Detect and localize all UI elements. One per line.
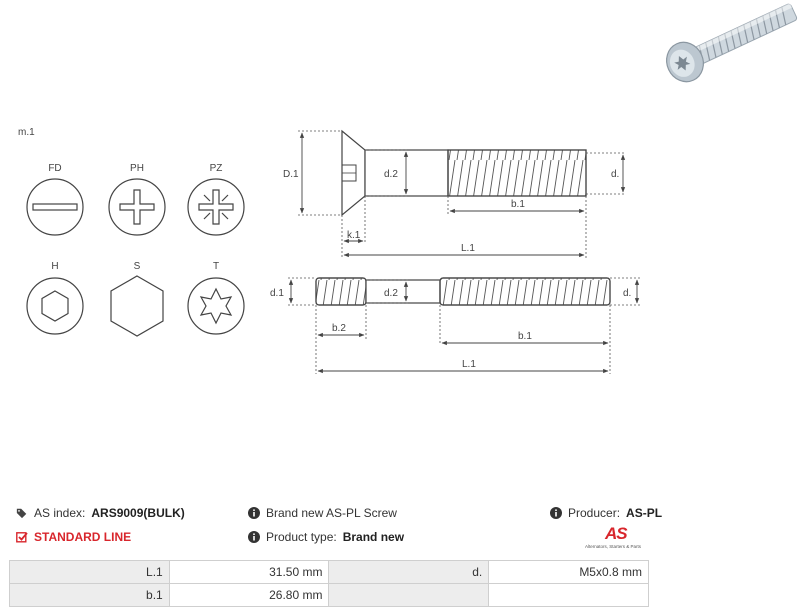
drive-label-pz: PZ — [209, 163, 223, 174]
spec-value: 31.50 mm — [169, 561, 329, 584]
drive-label-h: H — [51, 261, 59, 272]
torx-drive-icon — [188, 278, 244, 334]
product-type-label: Product type: — [266, 530, 337, 544]
dim-label-b2-stud: b.2 — [332, 323, 346, 334]
dim-label-L1-stud: L.1 — [462, 359, 476, 370]
info-icon — [550, 507, 562, 519]
phillips-drive-icon — [109, 179, 165, 235]
producer-value: AS-PL — [626, 506, 663, 520]
spec-table — [9, 560, 649, 607]
product-info — [0, 498, 800, 558]
spec-value — [489, 584, 649, 607]
material-label: m.1 — [18, 127, 35, 138]
brand-logo-text: AS — [605, 524, 627, 543]
standard-line-label: STANDARD LINE — [34, 530, 132, 544]
dim-label-d-stud: d. — [623, 288, 632, 299]
table-row — [10, 561, 649, 584]
dim-label-d: d. — [611, 169, 620, 180]
dim-label-L1: L.1 — [461, 243, 475, 254]
info-icon — [248, 531, 260, 543]
hex-head-icon — [111, 276, 163, 336]
spec-key: d. — [329, 561, 489, 584]
producer-label: Producer: — [568, 506, 621, 520]
spec-key: b.1 — [10, 584, 170, 607]
line-row — [16, 530, 131, 544]
info-icon — [248, 507, 260, 519]
as-index-label: AS index: — [34, 506, 86, 520]
product-description: Brand new AS-PL Screw — [266, 506, 397, 520]
product-type-row — [248, 530, 404, 544]
dim-label-D1: D.1 — [283, 169, 299, 180]
checkbox-checked-icon — [16, 531, 28, 543]
drive-label-t: T — [212, 261, 220, 272]
spec-value: M5x0.8 mm — [489, 561, 649, 584]
spec-key: L.1 — [10, 561, 170, 584]
dim-label-d2: d.2 — [384, 169, 398, 180]
dim-label-d2-stud: d.2 — [384, 288, 398, 299]
brand-logo — [585, 524, 649, 554]
producer-row — [550, 506, 662, 520]
product-photo-screw — [660, 0, 800, 88]
as-index-value: ARS9009(BULK) — [91, 506, 185, 520]
description-row — [248, 506, 397, 520]
dim-label-b1-stud: b.1 — [518, 331, 532, 342]
drive-label-ph: PH — [130, 163, 144, 174]
dim-label-b1: b.1 — [511, 199, 525, 210]
pozidriv-drive-icon — [188, 179, 244, 235]
spec-value: 26.80 mm — [169, 584, 329, 607]
brand-logo-tagline: Alternators, Starters & Parts — [585, 544, 642, 549]
drive-label-s: S — [133, 261, 141, 272]
drive-label-fd: FD — [48, 163, 62, 174]
table-row — [10, 584, 649, 607]
spec-key — [329, 584, 489, 607]
slotted-drive-icon — [27, 179, 83, 235]
as-index-row — [16, 506, 185, 520]
hex-socket-drive-icon — [27, 278, 83, 334]
dim-label-d1-stud: d.1 — [270, 288, 284, 299]
tags-icon — [16, 507, 28, 519]
dim-label-k1: k.1 — [347, 230, 361, 241]
product-type-value: Brand new — [342, 530, 405, 544]
